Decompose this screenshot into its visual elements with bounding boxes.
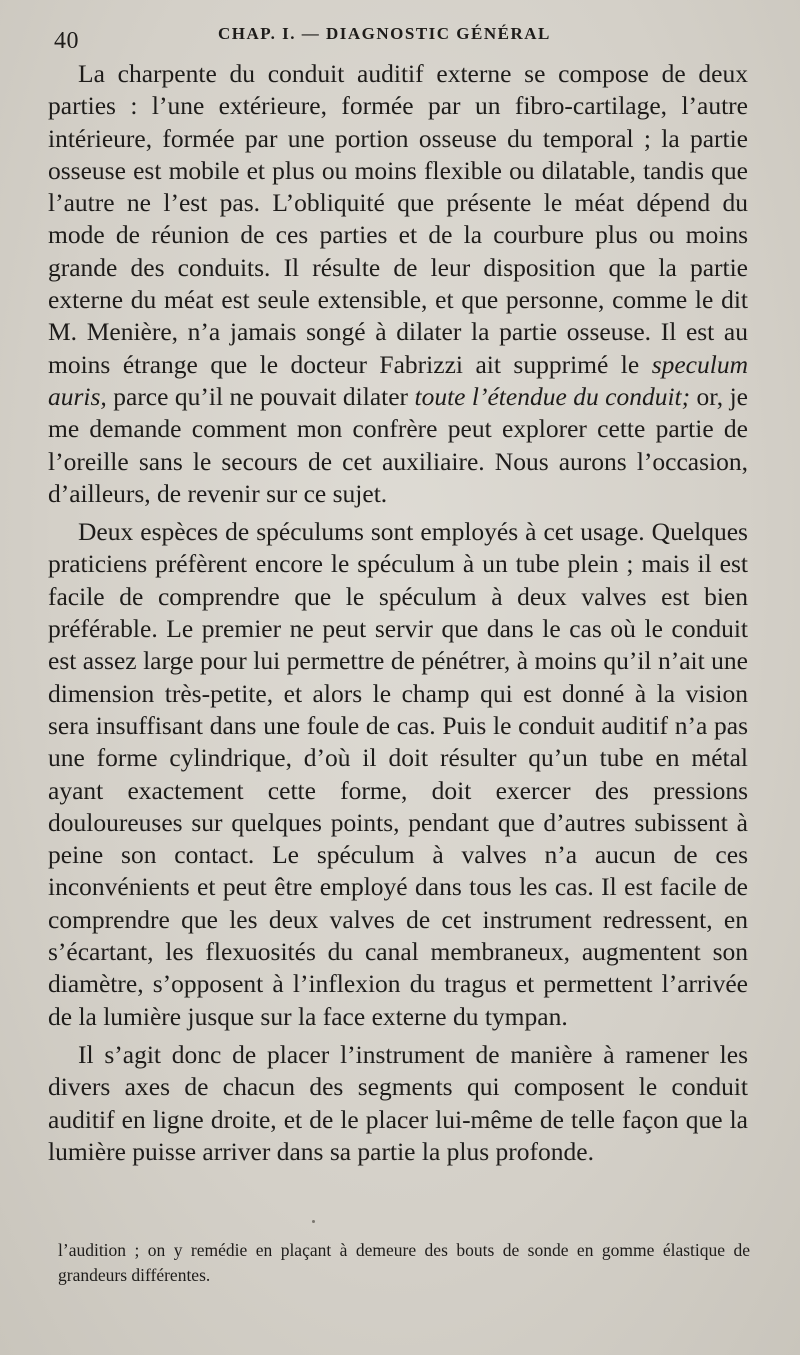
body-text — [48, 58, 748, 1168]
page-number: 40 — [54, 28, 79, 54]
paragraph-text: parce qu’il ne pouvait dilater — [106, 381, 415, 411]
italic-speculum-auris: speculum auris, — [48, 349, 748, 411]
print-speck — [312, 1220, 315, 1223]
footnote: l’audition ; on y remédie en plaçant à demeure des bouts de sonde en gomme élastique de grandeurs différentes. — [58, 1240, 750, 1285]
paragraph-charpente — [48, 58, 748, 510]
chapter-title: CHAP. I. — DIAGNOSTIC GÉNÉRAL — [218, 24, 551, 43]
paragraph-text: or, je me demande comment mon confrère peut explorer cette partie de l’oreille sans le secours de cet auxiliaire. Nous aurons l’occasion, d’ailleurs, de revenir sur ce sujet. — [48, 381, 748, 508]
paragraph-instrument: Il s’agit donc de placer l’instrument de manière à ramener les divers axes de chacun des segments qui composent le conduit auditif en ligne droite, et de le placer lui-même de telle façon que la lumière puisse arriver dans sa partie la plus profonde. — [48, 1039, 748, 1166]
paragraph-speculums: Deux espèces de spéculums sont employés à cet usage. Quelques praticiens préfèrent encore le spéculum à un tube plein ; mais il est facile de comprendre que le spéculum à deux valves est bien préférable. Le premier ne peut servir que dans le cas où le conduit est assez large pour lui permettre de pénétrer, à moins qu’il n’ait une dimension très-petite, et alors le champ qui est donné à la vision sera insuffisant dans une foule de cas. Puis le conduit auditif n’a pas une forme cylindrique, d’où il doit résulter qu’un tube en métal ayant exactement cette forme, doit exercer des pressions douloureuses sur quelques points, pendant que d’autres subissent à peine son contact. Le spéculum à valves n’a aucun de ces inconvénients et peut être employé dans tous les cas. Il est facile de comprendre que les deux valves de cet instrument redressent, en s’écartant, les flexuosités du canal membraneux, augmentent son diamètre, s’opposent à l’inflexion du tragus et permettent l’arrivée de la lumière jusque sur la face externe du tympan. — [48, 517, 748, 1031]
italic-etendue-du-conduit: toute l’étendue du conduit; — [414, 381, 691, 411]
running-header — [48, 22, 748, 56]
paragraph-text: La charpente du conduit auditif externe se compose de deux parties : l’une extérieure, formée par un fibro-cartilage, l’autre intérieure, formée par une portion osseuse du temporal ; la partie osseuse est mobile et plus ou moins flexible ou dilatable, tandis que l’autre ne l’est pas. L’obliquité que présente le méat dépend du mode de réunion de ces parties et de la courbure plus ou moins grande des conduits. Il résulte de leur disposition que la partie externe du méat est seule extensible, et que personne, comme le dit M. Menière, n’a jamais songé à dilater la partie osseuse. Il est au moins étrange que le docteur Fabrizzi ait supprimé le — [48, 59, 748, 379]
